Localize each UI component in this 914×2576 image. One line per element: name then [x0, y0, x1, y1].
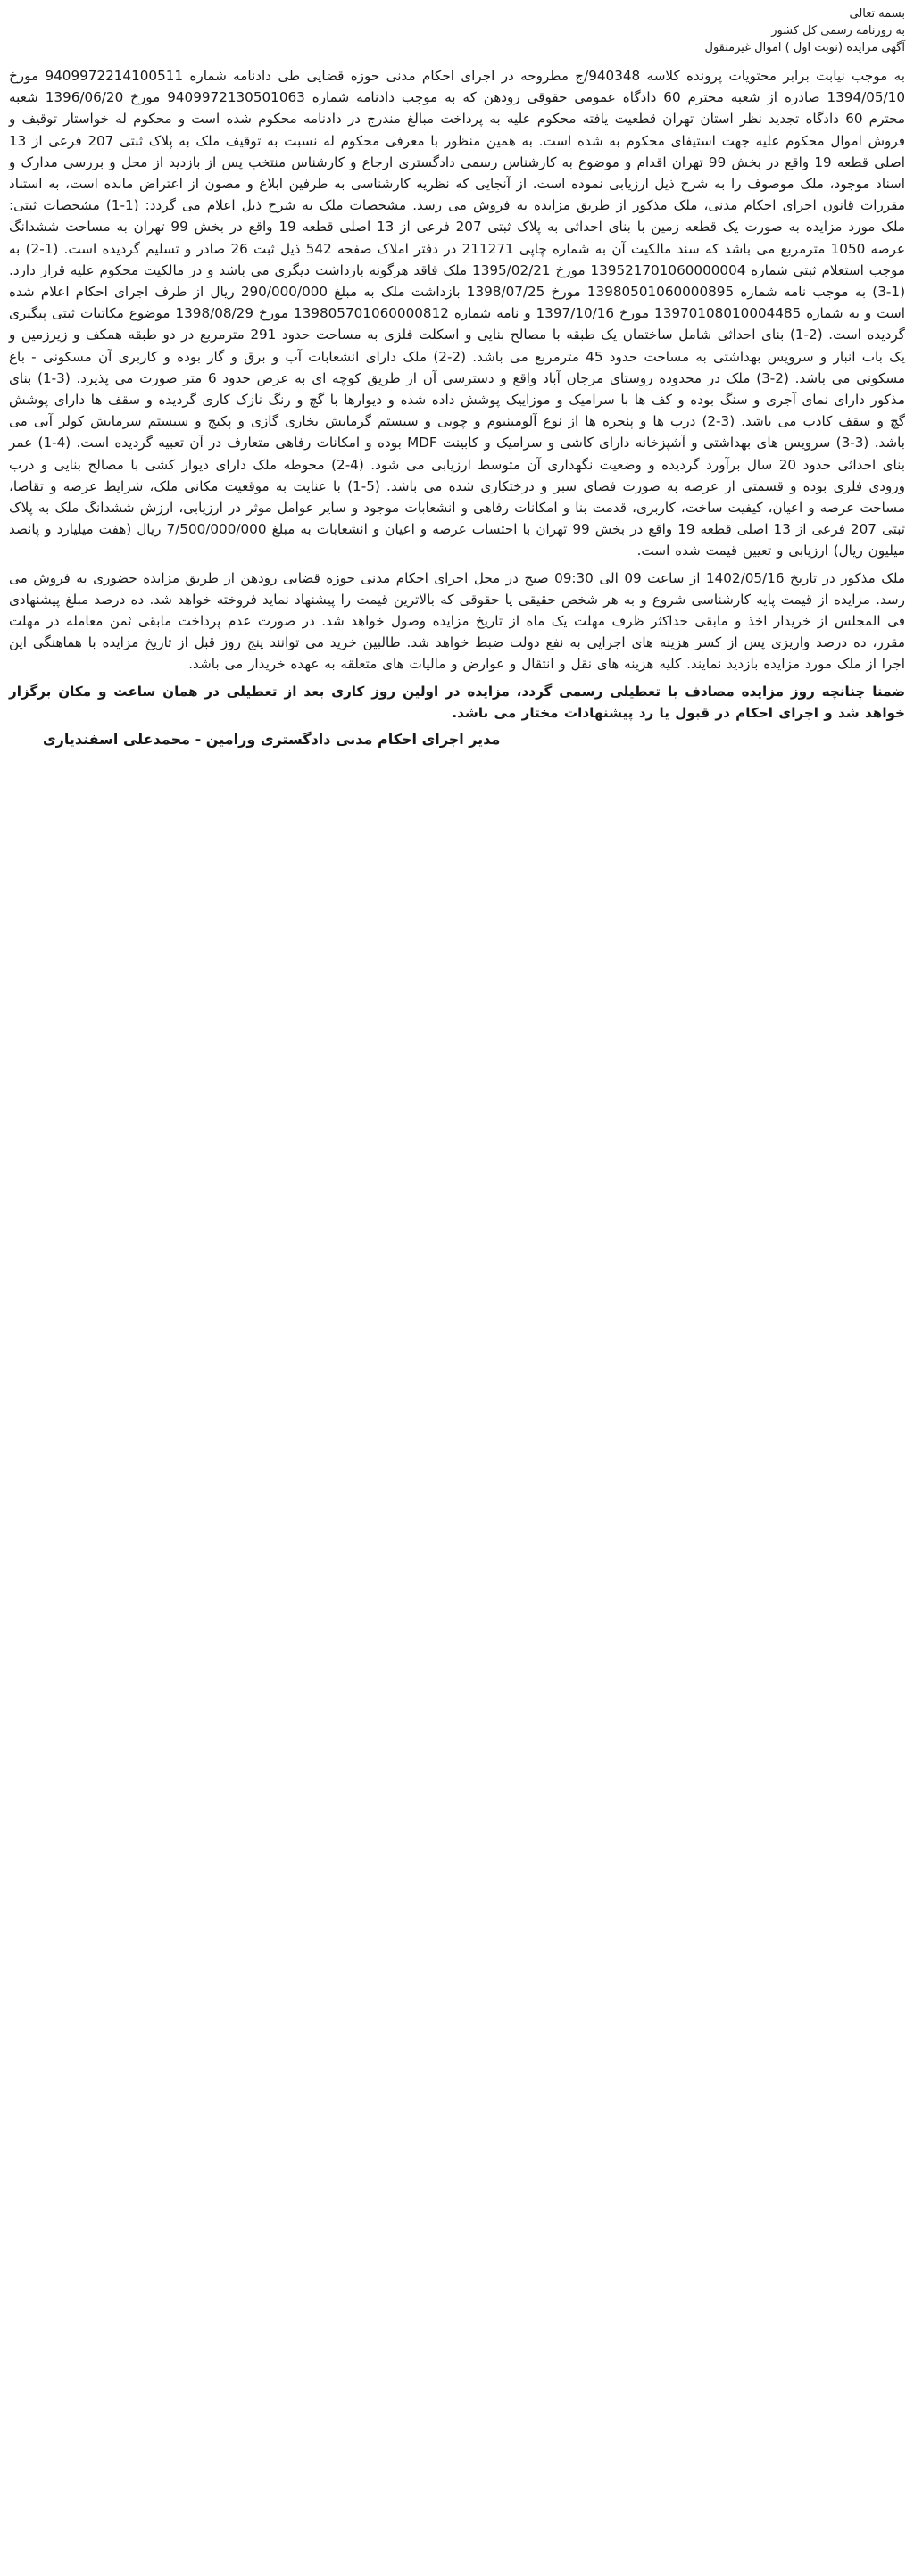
addressee: به روزنامه رسمی کل کشور — [771, 24, 905, 37]
notice-title: آگهی مزایده (نوبت اول ) اموال غیرمنقول — [704, 41, 905, 54]
notice-body-auction: ملک مذکور در تاریخ 1402/05/16 از ساعت 09 الی 09:30 صبح در محل اجرای احکام مدنی حوزه قضایی رودهن از طریق مزایده حضوری به فروش می رسد. مزایده از قیمت پایه کارشناسی شروع و به هر شخص حقیقی یا حقوقی که بالاترین قیمت را پیشنهاد نماید فروخته خواهد شد. ده درصد مبلغ پیشنهادی فی المجلس از خریدار اخذ و مابقی حداکثر ظرف مهلت یک ماه از تاریخ مزایده وصول خواهد شد. در صورت عدم پرداخت مابقی ثمن معامله در مهلت مقرر، ده درصد واریزی پس از کسر هزینه های اجرایی به نفع دولت ضبط خواهد شد. طالبین خرید می توانند پنج روز قبل از تاریخ مزایده با هماهنگی این اجرا از ملک مورد مزایده بازدید نمایند. کلیه هزینه های نقل و انتقال و عوارض و مالیات های متعلقه به عهده خریدار می باشد. — [9, 569, 905, 673]
notice-body-closing: ضمنا چنانچه روز مزایده مصادف با تعطیلی رسمی گردد، مزایده در اولین روز کاری بعد از تعطیلی در همان ساعت و مکان برگزار خواهد شد و اجرای احکام در قبول یا رد پیشنهادات مختار می باشد. — [9, 683, 905, 721]
notice-page — [7, 5, 907, 2571]
greeting: بسمه تعالی — [849, 7, 905, 21]
notice-body-intro: به موجب نیابت برابر محتویات پرونده کلاسه 940348/ج مطروحه در اجرای احکام مدنی حوزه قضایی طی دادنامه شماره 9409972214100511 مورخ 1394/05/10 صادره از شعبه محترم 60 دادگاه عمومی حقوقی رودهن که به موجب دادنامه شماره 9409972130501063 مورخ 1396/06/20 شعبه محترم 60 دادگاه تجدید نظر استان تهران قطعیت یافته محکوم علیه به پرداخت مبالغ مندرج در دادنامه محکوم شده است و محکوم له خواستار توقیف و فروش اموال محکوم علیه جهت استیفای محکوم به شده است. به همین منظور با معرفی محکوم له نسبت به توقیف ملک به پلاک ثبتی 207 فرعی از 13 اصلی قطعه 19 واقع در بخش 99 تهران اقدام و موضوع به کارشناس رسمی دادگستری ارجاع و کارشناس منتخب پس از بازدید از محل و بررسی مدارک و اسناد موجود، ملک موصوف را به شرح ذیل ارزیابی نموده است. از آنجایی که نظریه کارشناسی به طرفین ابلاغ و مصون از اعتراض مانده است، به استناد مقررات قانون اجرای احکام مدنی، ملک مذکور از طریق مزایده به فروش می رسد. مشخصات ملک به شرح ذیل اعلام می گردد: (1-1) مشخصات ثبتی: ملک مورد مزایده به صورت یک قطعه زمین با بنای احداثی به پلاک ثبتی 207 فرعی از 13 اصلی قطعه 19 واقع در بخش 99 تهران به مساحت ششدانگ عرصه 1050 مترمربع می باشد که سند مالکیت آن به شماره چاپی 211271 در دفتر املاک صفحه 542 ذیل ثبت 26 صادر و تسلیم گردیده است. (1-2) به موجب استعلام ثبتی شماره 139521701060000004 مورخ 1395/02/21 ملک فاقد هرگونه بازداشت دیگری می باشد و در مالکیت محکوم علیه قرار دارد. (1-3) به موجب نامه شماره 13980501060000895 مورخ 1398/07/25 بازداشت ملک به مبلغ 290/000/000 ریال از طرف اجرای احکام اعلام شده است و به شماره 13970108010004485 مورخ 1397/10/16 و نامه شماره 139805701060000812 مورخ 1398/08/29 موضوع مکاتبات ثبتی پیگیری گردیده است. (2-1) بنای احداثی شامل ساختمان یک طبقه با مصالح بنایی و اسکلت فلزی به مساحت حدود 291 مترمربع در دو طبقه همکف و زیرزمین و یک باب انبار و سرویس بهداشتی به مساحت حدود 45 مترمربع می باشد. (2-2) ملک دارای انشعابات آب و برق و گاز بوده و کاربری آن مسکونی - باغ مسکونی می باشد. (2-3) ملک در محدوده روستای مرجان آباد واقع و دسترسی آن از طریق کوچه ای به عرض حدود 6 متر صورت می پذیرد. (3-1) بنای مذکور دارای نمای آجری و سنگ بوده و کف ها با سرامیک و موزاییک پوشش داده شده و دیوارها با گچ و رنگ نازک کاری گردیده و سقف ها دارای پوشش گچ و سقف کاذب می باشد. (3-2) درب ها و پنجره ها از نوع آلومینیوم و چوبی و سیستم گرمایش بخاری گازی و پکیج و سیستم سرمایش کولر آبی می باشد. (3-3) سرویس های بهداشتی و آشپزخانه دارای کاشی و سرامیک و کابینت MDF بوده و امکانات رفاهی متعارف در آن تعبیه گردیده است. (4-1) عمر بنای احداثی حدود 20 سال برآورد گردیده و وضعیت نگهداری آن متوسط ارزیابی می شود. (4-2) محوطه ملک دارای دیوار کشی با مصالح بنایی و درب ورودی فلزی بوده و قسمتی از عرصه به صورت فضای سبز و درختکاری شده می باشد. (5-1) با عنایت به موقعیت مکانی ملک، شرایط عرضه و تقاضا، مساحت عرصه و اعیان، کیفیت ساخت، کاربری، قدمت بنا و امکانات رفاهی و انشعابات موجود و سایر عوامل موثر در ارزیابی، ارزش ششدانگ ملک به پلاک ثبتی 207 فرعی از 13 اصلی قطعه 19 واقع در بخش 99 تهران با احتساب عرصه و اعیان و انشعابات به مبلغ 7/500/000/000 ریال (هفت میلیارد و پانصد میلیون ریال) ارزیابی و تعیین قیمت شده است. — [9, 68, 906, 559]
signature-line: مدیر اجرای احکام مدنی دادگستری ورامین - محمدعلی اسفندیاری — [43, 731, 501, 749]
